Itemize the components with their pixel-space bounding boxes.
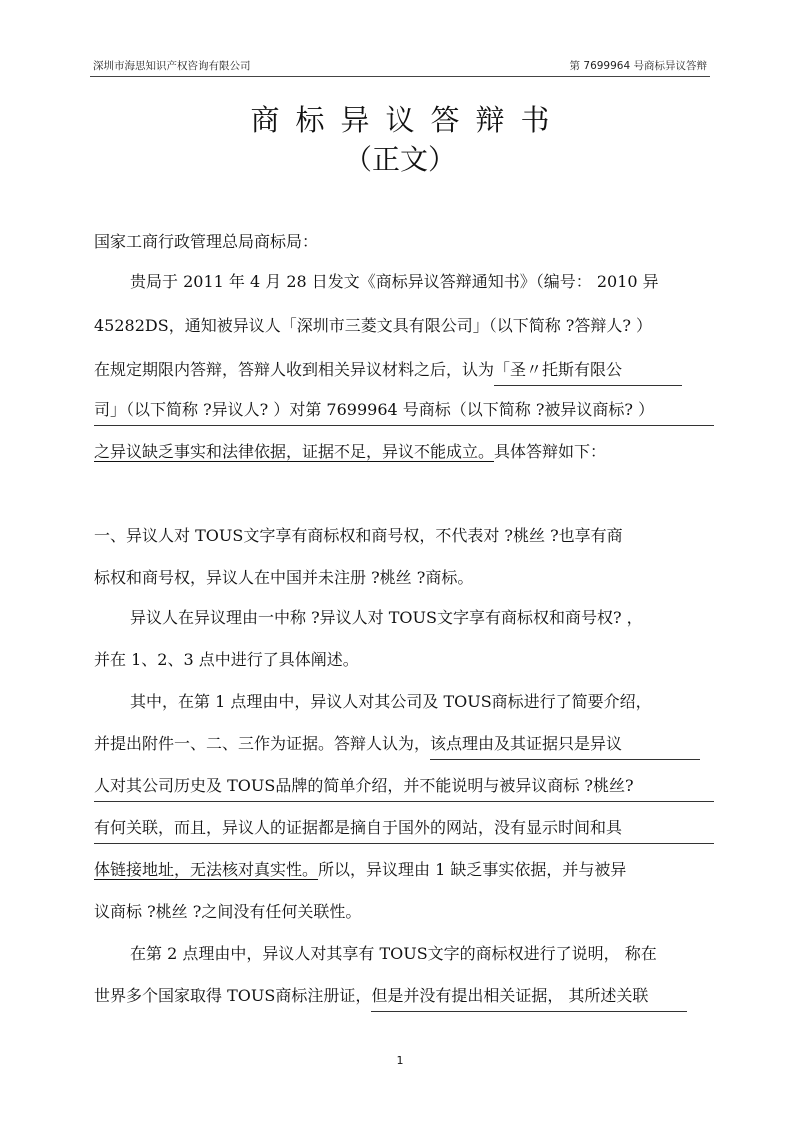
- body-line-3: 45282DS，通知被异议人「深圳市三菱文具有限公司」（以下简称 ?答辩人? ）: [94, 316, 653, 335]
- body-line-5-underlined: 司」（以下简称 ?异议人? ）对第 7699964 号商标（以下简称 ?被异议商标? ）: [94, 395, 714, 426]
- body-line-6-text: 具体答辩如下：: [494, 442, 607, 461]
- body-line-4-text: 在规定期限内答辩，答辩人收到相关异议材料之后，认为: [94, 360, 495, 379]
- body-line-5: [94, 390, 714, 430]
- page-number: 1: [396, 1054, 404, 1067]
- body-line-7: 一、异议人对 TOUS文字享有商标权和商号权，不代表对 ?桃丝 ?也享有商: [94, 526, 623, 545]
- body-line-18: [94, 976, 714, 1016]
- body-line-10: 并在 1、2、3 点中进行了具体阐述。: [94, 650, 359, 669]
- body-line-12-text: 并提出附件一、二、三作为证据。答辩人认为，: [94, 734, 431, 753]
- body-line-15-underlined: 体链接地址，无法核对真实性。: [94, 860, 319, 879]
- document-subtitle: （正文）: [343, 143, 456, 176]
- body-line-18-underlined: 但是并没有提出相关证据， 其所述关联: [371, 981, 687, 1012]
- body-line-6-underlined: 之异议缺乏事实和法律依据，证据不足，异议不能成立。: [94, 442, 495, 461]
- body-line-14-underlined: 有何关联，而且，异议人的证据都是摘自于国外的网站，没有显示时间和具: [94, 813, 714, 844]
- body-line-12-underlined: 该点理由及其证据只是异议: [430, 729, 700, 760]
- header-right: 第 7699964 号商标异议答辩: [569, 60, 707, 72]
- body-line-4-underlined: 「圣〃托斯有限公: [494, 355, 682, 386]
- body-line-14: [94, 808, 714, 848]
- body-line-18-text: 世界多个国家取得 TOUS商标注册证，: [94, 986, 372, 1005]
- body-line-16: 议商标 ?桃丝 ?之间没有任何关联性。: [94, 902, 362, 921]
- header-rule: [90, 76, 710, 77]
- header-left: 深圳市海思知识产权咨询有限公司: [93, 60, 251, 72]
- body-line-6: [94, 432, 714, 472]
- body-line-2: 贵局于 2011 年 4 月 28 日发文《商标异议答辩通知书》（编号： 2010 异: [130, 272, 659, 291]
- body-line-13-underlined: 人对其公司历史及 TOUS品牌的简单介绍，并不能说明与被异议商标 ?桃丝?: [94, 771, 714, 802]
- body-line-4: [94, 350, 714, 390]
- body-line-15-text: 所以，异议理由 1 缺乏事实依据，并与被异: [318, 860, 627, 879]
- body-line-11: 其中，在第 1 点理由中，异议人对其公司及 TOUS商标进行了简要介绍，: [130, 692, 652, 711]
- body-line-8: 标权和商号权，异议人在中国并未注册 ?桃丝 ?商标。: [94, 568, 474, 587]
- body-line-13: [94, 766, 714, 806]
- body-line-15: [94, 850, 714, 890]
- body-line-9: 异议人在异议理由一中称 ?异议人对 TOUS文字享有商标权和商号权? ，: [130, 608, 643, 627]
- body-line-17: 在第 2 点理由中，异议人对其享有 TOUS文字的商标权进行了说明， 称在: [130, 944, 657, 963]
- document-title: 商标异议答辩书: [250, 103, 566, 137]
- body-line-12: [94, 724, 714, 764]
- body-line-1: 国家工商行政管理总局商标局：: [94, 232, 319, 251]
